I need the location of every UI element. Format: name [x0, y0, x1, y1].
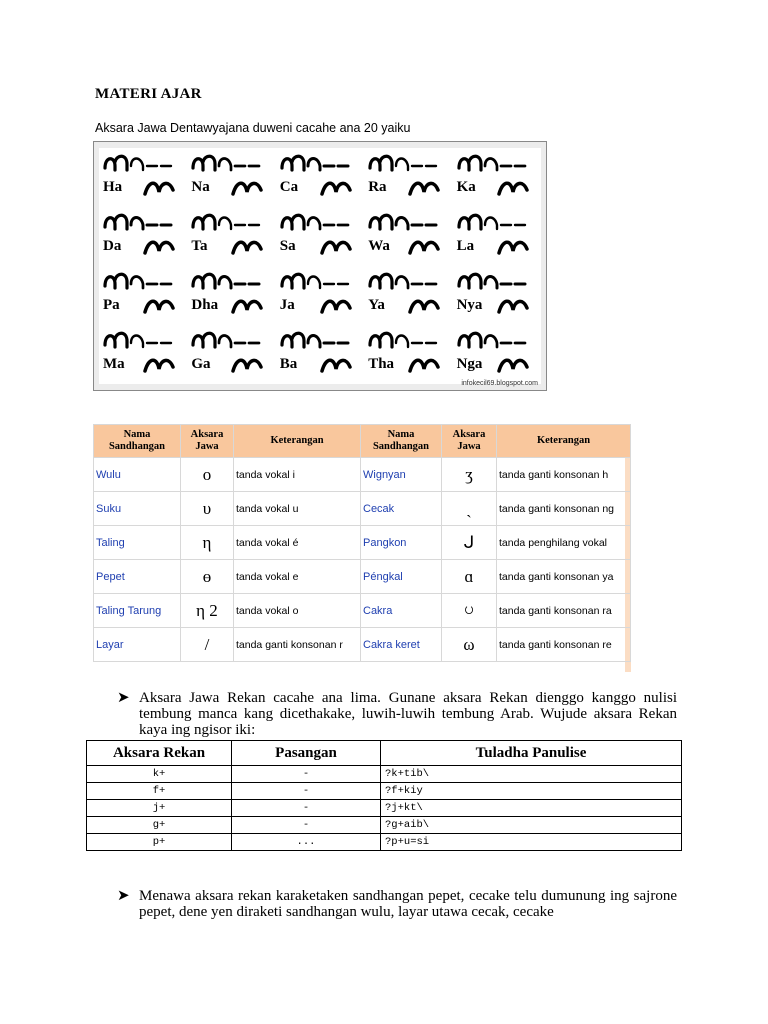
pasangan-glyph-icon	[141, 292, 179, 318]
header-keterangan-1: Keterangan	[234, 425, 361, 458]
header-pasangan: Pasangan	[232, 741, 381, 766]
aksara-name: Ga	[191, 356, 211, 372]
pasangan-glyph-icon	[318, 174, 356, 200]
aksara-cell	[99, 148, 187, 207]
pasangan-glyph-icon	[406, 174, 444, 200]
aksara-glyph-icon	[366, 329, 448, 351]
pasangan-cell: -	[232, 766, 381, 783]
aksara-jawa-glyph: ʒ	[442, 458, 497, 492]
nama-sandhangan: Péngkal	[361, 560, 442, 594]
aksara-jawa-glyph: o	[181, 458, 234, 492]
aksara-jawa-image	[93, 141, 547, 391]
pasangan-cell: -	[232, 783, 381, 800]
table-row	[87, 817, 682, 834]
aksara-glyph-icon	[278, 270, 360, 292]
aksara-cell	[364, 325, 452, 384]
aksara-cell	[453, 266, 541, 325]
aksara-glyph-icon	[189, 211, 271, 233]
page-title: MATERI AJAR	[95, 86, 202, 102]
aksara-glyph-icon	[366, 270, 448, 292]
paragraph-rekan-pepet	[117, 888, 677, 920]
sandhangan-table	[93, 424, 631, 662]
nama-sandhangan: Wulu	[94, 458, 181, 492]
header-nama-sandhangan-2: Nama Sandhangan	[361, 425, 442, 458]
aksara-name: Pa	[103, 297, 120, 313]
table-row	[87, 800, 682, 817]
pasangan-cell: -	[232, 817, 381, 834]
header-nama-sandhangan-1: Nama Sandhangan	[94, 425, 181, 458]
keterangan: tanda penghilang vokal	[497, 526, 631, 560]
rekan-header-row	[87, 741, 682, 766]
aksara-rekan-table	[86, 740, 682, 851]
pasangan-glyph-icon	[229, 351, 267, 377]
pasangan-cell: ...	[232, 834, 381, 851]
aksara-name: Ja	[279, 297, 295, 313]
nama-sandhangan: Layar	[94, 628, 181, 662]
aksara-cell	[276, 325, 364, 384]
aksara-name: Ba	[279, 356, 298, 372]
aksara-name: Wa	[368, 238, 390, 254]
tuladha-cell: ?k+tib\	[381, 766, 682, 783]
aksara-cell	[364, 207, 452, 266]
pasangan-glyph-icon	[318, 292, 356, 318]
aksara-cell	[187, 148, 275, 207]
nama-sandhangan: Wignyan	[361, 458, 442, 492]
header-keterangan-2: Keterangan	[497, 425, 631, 458]
pasangan-glyph-icon	[495, 351, 533, 377]
header-aksara-rekan: Aksara Rekan	[87, 741, 232, 766]
aksara-cell	[276, 266, 364, 325]
table-row	[94, 458, 631, 492]
pasangan-glyph-icon	[495, 174, 533, 200]
aksara-jawa-glyph: /	[181, 628, 234, 662]
nama-sandhangan: Cecak	[361, 492, 442, 526]
keterangan: tanda ganti konsonan r	[234, 628, 361, 662]
aksara-cell	[364, 148, 452, 207]
aksara-name: Ca	[279, 179, 299, 195]
aksara-glyph-icon	[455, 329, 537, 351]
aksara-jawa-glyph: ᒍ	[442, 526, 497, 560]
keterangan: tanda vokal i	[234, 458, 361, 492]
aksara-cell	[187, 207, 275, 266]
aksara-cell	[453, 325, 541, 384]
aksara-glyph-icon	[189, 329, 271, 351]
aksara-cell	[453, 148, 541, 207]
aksara-cell	[453, 207, 541, 266]
aksara-cell	[187, 266, 275, 325]
pasangan-glyph-icon	[141, 233, 179, 259]
pasangan-glyph-icon	[495, 292, 533, 318]
nama-sandhangan: Cakra keret	[361, 628, 442, 662]
aksara-name: Ya	[368, 297, 385, 313]
aksara-glyph-icon	[455, 270, 537, 292]
tuladha-cell: ?f+kiy	[381, 783, 682, 800]
tuladha-cell: ?g+aib\	[381, 817, 682, 834]
aksara-name: Tha	[368, 356, 395, 372]
aksara-name: Ra	[368, 179, 387, 195]
aksara-rekan-cell: p+	[87, 834, 232, 851]
aksara-jawa-glyph: ɵ	[181, 560, 234, 594]
aksara-jawa-glyph: η	[181, 526, 234, 560]
aksara-name: Na	[191, 179, 210, 195]
nama-sandhangan: Taling Tarung	[94, 594, 181, 628]
nama-sandhangan: Taling	[94, 526, 181, 560]
table-row	[87, 783, 682, 800]
paragraph-text: Aksara Jawa Rekan cacahe ana lima. Gunane aksara Rekan dienggo kanggo nulisi tembung manca kang dicethakake, luwih-luwih tembung Arab. Wujude aksara Rekan kaya ing ngisor iki:	[139, 690, 677, 738]
keterangan: tanda vokal é	[234, 526, 361, 560]
aksara-name: Ma	[103, 356, 125, 372]
aksara-name: Ta	[191, 238, 208, 254]
keterangan: tanda vokal e	[234, 560, 361, 594]
aksara-cell	[276, 207, 364, 266]
tuladha-cell: ?p+u=si	[381, 834, 682, 851]
aksara-cell	[187, 325, 275, 384]
aksara-jawa-glyph: υ	[181, 492, 234, 526]
table-row	[87, 766, 682, 783]
image-watermark: infokecil69.blogspot.com	[461, 380, 538, 387]
aksara-glyph-icon	[366, 211, 448, 233]
aksara-cell	[276, 148, 364, 207]
bullet-arrow-icon: ➤	[117, 690, 130, 706]
table-row	[94, 526, 631, 560]
aksara-jawa-glyph: ω	[442, 628, 497, 662]
aksara-rekan-cell: f+	[87, 783, 232, 800]
aksara-glyph-icon	[189, 152, 271, 174]
aksara-name: Ha	[103, 179, 123, 195]
aksara-name: La	[456, 238, 475, 254]
aksara-jawa-glyph: ˎ	[442, 492, 497, 526]
aksara-name: Sa	[279, 238, 296, 254]
aksara-name: Ka	[456, 179, 476, 195]
aksara-jawa-glyph: ɑ	[442, 560, 497, 594]
aksara-cell	[364, 266, 452, 325]
keterangan: tanda vokal o	[234, 594, 361, 628]
paragraph-rekan-intro	[117, 690, 677, 738]
intro-text: Aksara Jawa Dentawyajana duweni cacahe ana 20 yaiku	[95, 121, 411, 135]
pasangan-glyph-icon	[495, 233, 533, 259]
keterangan: tanda ganti konsonan ra	[497, 594, 631, 628]
aksara-cell	[99, 207, 187, 266]
pasangan-glyph-icon	[141, 351, 179, 377]
pasangan-glyph-icon	[318, 233, 356, 259]
pasangan-glyph-icon	[229, 292, 267, 318]
aksara-glyph-icon	[101, 329, 183, 351]
keterangan: tanda vokal u	[234, 492, 361, 526]
pasangan-glyph-icon	[141, 174, 179, 200]
keterangan: tanda ganti konsonan re	[497, 628, 631, 662]
aksara-grid	[99, 148, 541, 384]
header-tuladha-panulise: Tuladha Panulise	[381, 741, 682, 766]
nama-sandhangan: Cakra	[361, 594, 442, 628]
aksara-name: Nga	[456, 356, 483, 372]
aksara-glyph-icon	[101, 211, 183, 233]
aksara-glyph-icon	[278, 211, 360, 233]
keterangan: tanda ganti konsonan ya	[497, 560, 631, 594]
aksara-rekan-cell: j+	[87, 800, 232, 817]
aksara-glyph-icon	[366, 152, 448, 174]
paragraph-text: Menawa aksara rekan karaketaken sandhangan pepet, cecake telu dumunung ing sajrone pepet, dene yen diraketi sandhangan wulu, layar utawa cecak, cecake	[139, 888, 677, 920]
nama-sandhangan: Suku	[94, 492, 181, 526]
aksara-glyph-icon	[189, 270, 271, 292]
aksara-rekan-cell: g+	[87, 817, 232, 834]
pasangan-cell: -	[232, 800, 381, 817]
header-aksara-jawa-2: Aksara Jawa	[442, 425, 497, 458]
tuladha-cell: ?j+kt\	[381, 800, 682, 817]
aksara-glyph-icon	[455, 211, 537, 233]
table-row	[94, 560, 631, 594]
aksara-rekan-cell: k+	[87, 766, 232, 783]
aksara-cell	[99, 325, 187, 384]
aksara-name: Dha	[191, 297, 219, 313]
pasangan-glyph-icon	[229, 174, 267, 200]
pasangan-glyph-icon	[406, 233, 444, 259]
nama-sandhangan: Pangkon	[361, 526, 442, 560]
bullet-arrow-icon: ➤	[117, 888, 130, 904]
header-aksara-jawa-1: Aksara Jawa	[181, 425, 234, 458]
keterangan: tanda ganti konsonan h	[497, 458, 631, 492]
aksara-glyph-icon	[455, 152, 537, 174]
pasangan-glyph-icon	[406, 292, 444, 318]
table-row	[87, 834, 682, 851]
aksara-jawa-glyph: ပ	[442, 594, 497, 628]
table-row	[94, 492, 631, 526]
aksara-jawa-glyph: η 2	[181, 594, 234, 628]
pasangan-glyph-icon	[318, 351, 356, 377]
aksara-glyph-icon	[101, 270, 183, 292]
aksara-cell	[99, 266, 187, 325]
aksara-name: Nya	[456, 297, 483, 313]
pasangan-glyph-icon	[229, 233, 267, 259]
table-row	[94, 628, 631, 662]
pasangan-glyph-icon	[406, 351, 444, 377]
aksara-glyph-icon	[101, 152, 183, 174]
aksara-glyph-icon	[278, 329, 360, 351]
keterangan: tanda ganti konsonan ng	[497, 492, 631, 526]
aksara-glyph-icon	[278, 152, 360, 174]
sandhangan-header-row	[94, 425, 631, 458]
aksara-name: Da	[103, 238, 122, 254]
nama-sandhangan: Pepet	[94, 560, 181, 594]
table-row	[94, 594, 631, 628]
